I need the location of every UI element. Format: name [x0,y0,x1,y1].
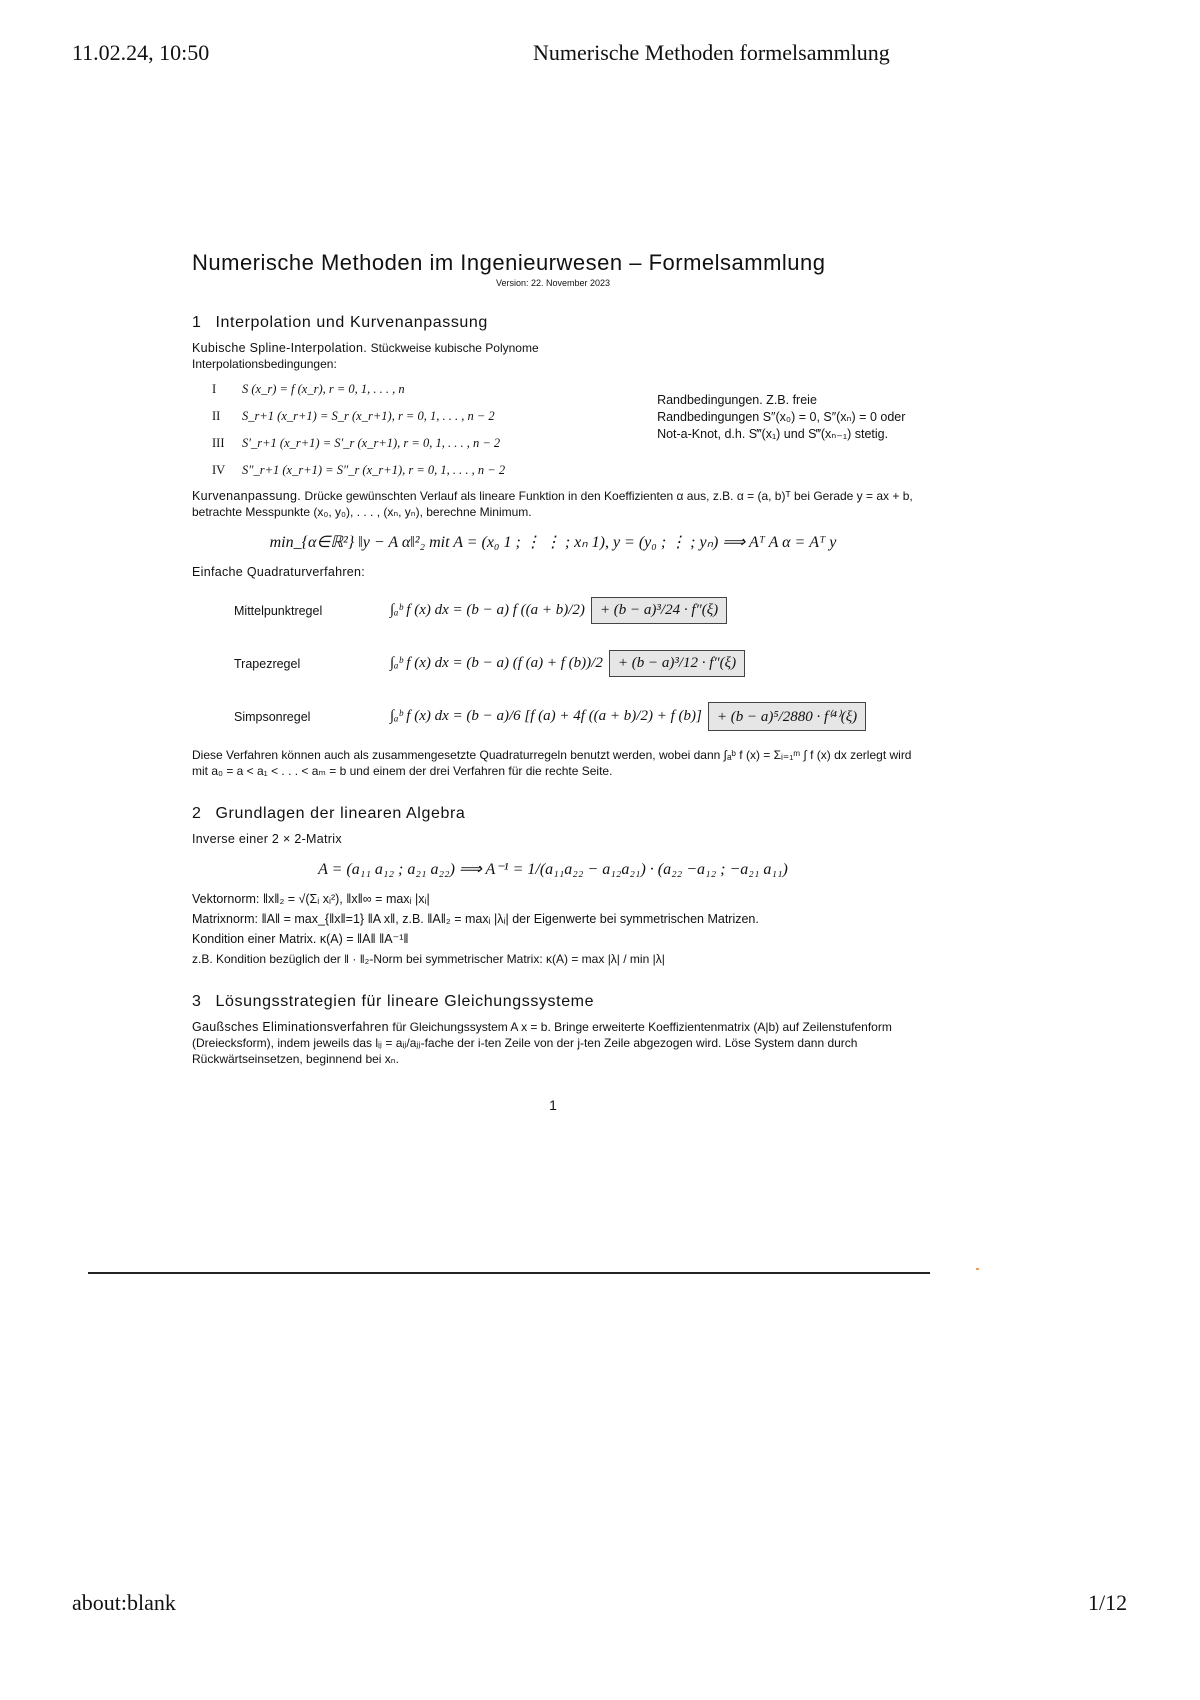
condition-list [192,376,627,484]
spline-conditions [192,376,914,484]
document-version: Version: 22. November 2023 [495,278,611,288]
condition-item: IV S″_r+1 (x_r+1) = S″_r (x_r+1), r = 0, 1, . . . , n − 2 [212,463,506,477]
condition-item: II S_r+1 (x_r+1) = S_r (x_r+1), r = 0, 1, . . . , n − 2 [212,409,495,423]
quadrature-row: Simpsonregel ∫ₐᵇ f (x) dx = (b − a)/6 [f (a) + 4f ((a + b)/2) + f (b)] + (b − a)⁵/2880 · f⁽⁴⁾(ξ) [192,690,914,743]
print-title: Numerische Methoden formelsammlung [533,40,890,65]
page-number: 1 [549,1097,557,1113]
least-squares-formula: min_{α∈ℝ²} ‖y − A α‖²₂ mit A = (x₀ 1 ; ⋮ ⋮ ; xₙ 1), y = (y₀ ; ⋮ ; yₙ) ⟹ Aᵀ A α = Aᵀ y [269,534,837,551]
condition-example: z.B. Kondition bezüglich der ‖ · ‖₂-Norm bei symmetrischer Matrix: κ(A) = max |λ| / min |λ| [192,952,665,966]
quadrature-title: Einfache Quadraturverfahren: [192,565,366,579]
vector-norm: Vektornorm: ‖x‖₂ = √(Σᵢ xᵢ²), ‖x‖∞ = maxᵢ |xᵢ| [192,892,430,906]
stray-mark [976,1268,979,1270]
document-page [192,250,914,1113]
curve-fitting-paragraph: Kurvenanpassung. Drücke gewünschten Verlauf als lineare Funktion in den Koeffizienten α aus, z.B. α = (a, b)ᵀ bei Gerade y = ax + b, betrachte Messpunkte (x₀, y₀), . . . , (xₙ, yₙ), berechne Minimum. [192,489,913,519]
print-datetime: 11.02.24, 10:50 [72,40,210,65]
matrix-condition: Kondition einer Matrix. κ(A) = ‖A‖ ‖A⁻¹‖ [192,932,409,946]
conditions-label: Interpolationsbedingungen: [192,357,337,371]
section-heading-2: 2 Grundlagen der linearen Algebra [192,805,466,822]
gauss-paragraph: Gaußsches Eliminationsverfahren für Gleichungssystem A x = b. Bringe erweiterte Koeffizientenmatrix (A|b) auf Zeilenstufenform (Dreiecksform), indem jeweils das lᵢⱼ = aᵢⱼ/aⱼⱼ-fache der i-ten Zeile von der j-ten Zeile abgezogen wird. Löse System dann durch Rückwärtseinsetzen, beginnend bei xₙ. [192,1020,892,1066]
error-term-box: + (b − a)³/12 · f″(ξ) [609,650,745,677]
print-url: about:blank [72,1590,176,1615]
section-heading-1: 1 Interpolation und Kurvenanpassung [192,314,488,331]
quadrature-row: Trapezregel ∫ₐᵇ f (x) dx = (b − a) (f (a) + f (b))/2 + (b − a)³/12 · f″(ξ) [192,637,914,690]
condition-item: III S′_r+1 (x_r+1) = S′_r (x_r+1), r = 0, 1, . . . , n − 2 [212,436,501,450]
matrix-norm: Matrixnorm: ‖A‖ = max_{‖x‖=1} ‖A x‖, z.B. ‖A‖₂ = maxᵢ |λᵢ| der Eigenwerte bei symmetrischen Matrizen. [192,912,759,926]
inverse-formula: A = (a₁₁ a₁₂ ; a₂₁ a₂₂) ⟹ A⁻¹ = 1/(a₁₁a₂₂ − a₁₂a₂₁) · (a₂₂ −a₁₂ ; −a₂₁ a₁₁) [318,861,788,878]
document-title: Numerische Methoden im Ingenieurwesen – Formelsammlung [192,250,826,275]
print-page-count: 1/12 [1088,1590,1128,1615]
quadrature-row: Mittelpunktregel ∫ₐᵇ f (x) dx = (b − a) f ((a + b)/2) + (b − a)³/24 · f″(ξ) [192,584,914,637]
quadrature-table [192,584,914,743]
error-term-box: + (b − a)³/24 · f″(ξ) [591,597,727,624]
inverse-label: Inverse einer 2 × 2-Matrix [192,832,342,846]
error-term-box: + (b − a)⁵/2880 · f⁽⁴⁾(ξ) [708,702,866,731]
condition-item: I S (x_r) = f (x_r), r = 0, 1, . . . , n [212,382,405,396]
spline-paragraph: Kubische Spline-Interpolation. Stückweise kubische Polynome Interpolationsbedingungen: [192,341,539,371]
page-divider [88,1272,930,1274]
composite-quadrature-note: Diese Verfahren können auch als zusammengesetzte Quadraturregeln benutzt werden, wobei dann ∫ₐᵇ f (x) = Σᵢ₌₁ᵐ ∫ f (x) dx zerlegt wird mit a₀ = a < a₁ < . . . < aₘ = b und einem der drei Verfahren für die rechte Seite. [192,748,912,778]
boundary-conditions: Randbedingungen. Z.B. freie Randbedingungen S″(x₀) = 0, S″(xₙ) = 0 oder Not-a-Knot, d.h. S‴(x₁) und S‴(xₙ₋₁) stetig. [657,393,906,441]
section-heading-3: 3 Lösungsstrategien für lineare Gleichungssysteme [192,993,595,1010]
